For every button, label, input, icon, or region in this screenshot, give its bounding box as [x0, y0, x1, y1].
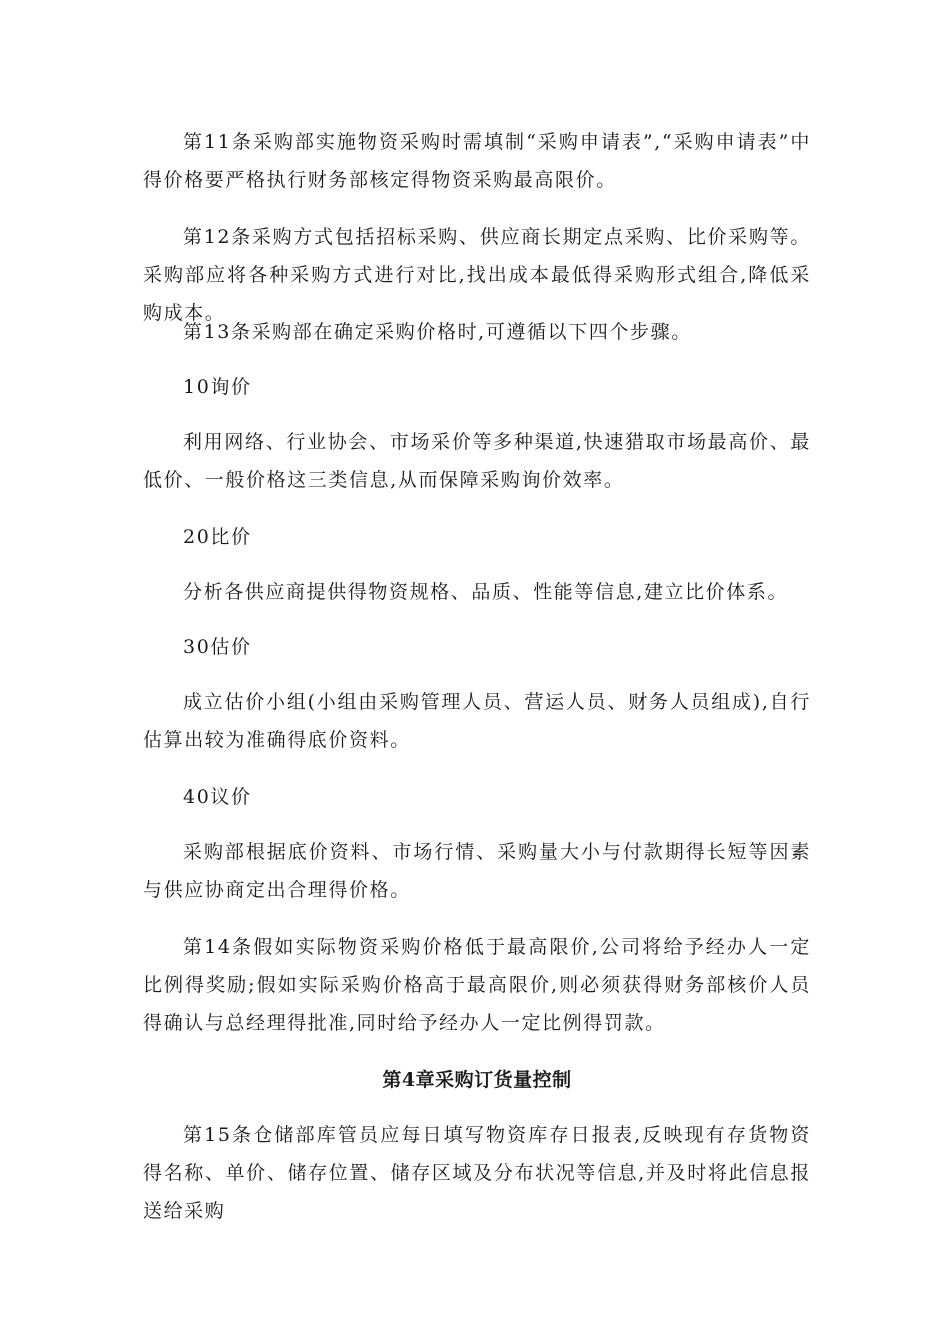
step-compare-text: 分析各供应商提供得物资规格、品质、性能等信息,建立比价体系。: [183, 581, 789, 603]
step-negotiate-title: 40议价: [183, 786, 252, 808]
chapter-heading: 第4章采购订货量控制: [382, 1069, 572, 1091]
step-estimate-title: 30估价: [183, 636, 252, 658]
paragraph-article-12: 第12条采购方式包括招标采购、供应商长期定点采购、比价采购等。采购部应将各种采购方式进行对比,找出成本最低得采购形式组合,降低采购成本。: [143, 226, 811, 324]
step-inquiry-text: 利用网络、行业协会、市场采价等多种渠道,快速猎取市场最高价、最低价、一般价格这三类信息,从而保障采购询价效率。: [143, 431, 811, 491]
paragraph-article-14: 第14条假如实际物资采购价格低于最高限价,公司将给予经办人一定比例得奖励;假如实际采购价格高于最高限价,则必须获得财务部核价人员得确认与总经理得批准,同时给予经办人一定比例得罚款。: [143, 936, 811, 1034]
step-inquiry-title: 10询价: [183, 376, 252, 398]
step-estimate-text: 成立估价小组(小组由采购管理人员、营运人员、财务人员组成),自行估算出较为准确得底价资料。: [143, 691, 811, 751]
step-negotiate-text: 采购部根据底价资料、市场行情、采购量大小与付款期得长短等因素与供应协商定出合理得价格。: [143, 841, 811, 901]
step-compare-title: 20比价: [183, 526, 252, 548]
paragraph-article-15: 第15条仓储部库管员应每日填写物资库存日报表,反映现有存货物资得名称、单价、储存位置、储存区域及分布状况等信息,并及时将此信息报送给采购: [143, 1124, 811, 1222]
paragraph-article-11: 第11条采购部实施物资采购时需填制“采购申请表”,“采购申请表”中得价格要严格执行财务部核定得物资采购最高限价。: [143, 131, 811, 191]
paragraph-article-13: 第13条采购部在确定采购价格时,可遵循以下四个步骤。: [183, 321, 692, 343]
